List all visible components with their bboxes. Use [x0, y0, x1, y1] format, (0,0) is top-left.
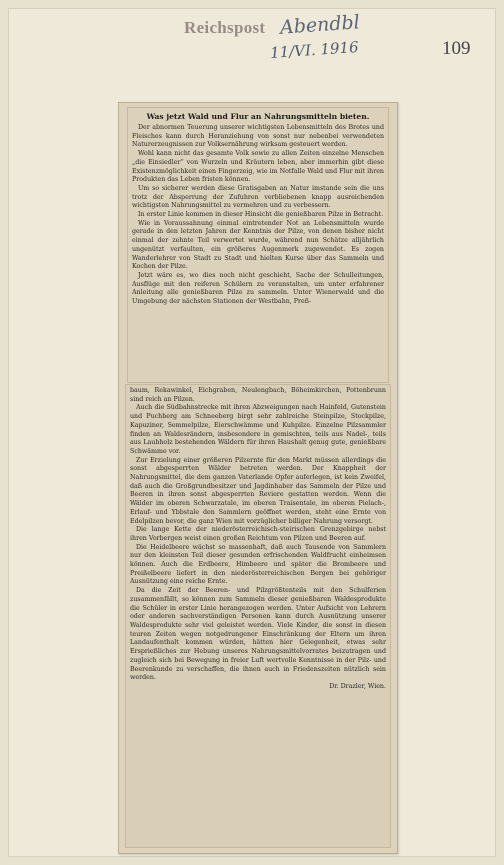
- clipping-bottom-section: [125, 384, 391, 848]
- article-paragraph: Wie in Voraussahnung einmal eintretender Not an Lebensmitteln wurde gerade in den letzten Jahren der Kenntnis der Pilze, von denen bisher nicht einmal der zehnte Teil verwertet wurde, während nun Schätze alljährlich ungenützt verfaulten, ein größeres Augenmerk zugewendet. Es zogen Wanderlehrer von Stadt zu Stadt und hielten Kurse über das Sammeln und Kochen der Pilze.: [132, 219, 384, 271]
- article-paragraph: In erster Linie kommen in dieser Hinsicht die genießbaren Pilze in Betracht.: [138, 211, 384, 219]
- handwritten-publication: Abendbl: [279, 11, 361, 39]
- article-author-line: [130, 683, 386, 692]
- article-paragraph: Wohl kann nicht das gesamte Volk sowie zu allen Zeiten einzelne Menschen „die Einsiedler“ von Wurzeln und Kräutern leben, aber immerhin gibt diese Existenzmöglichkeit einen Fingerzeig, wie im Notfalle Wald und Flur mit ihren Produkten das Leben fristen können.: [132, 150, 384, 184]
- article-headline: Was jetzt Wald und Flur an Nahrungsmitteln bieten.: [146, 112, 370, 121]
- publication-stamp: Reichspost: [184, 18, 266, 37]
- article-paragraph: baum, Rekawinkel, Eichgraben, Neulengbach, Böheimkirchen, Pottenbrunn sind reich an Pilzen.: [130, 387, 386, 403]
- handwritten-date: 11/VI. 1916: [269, 37, 360, 63]
- article-paragraph: Jetzt wäre es, wo dies noch nicht geschieht, Sache der Schulleitungen, Ausflüge mit den reiferen Schülern zu veranstalten, um unter erfahrener Anleitung alle genießbaren Pilze zu sammeln. Unter Wienerwald und die Umgebung der nächsten Stationen der Westbahn, Preß-: [132, 271, 384, 306]
- page-number: 109: [442, 38, 471, 59]
- article-paragraph: Um so sicherer werden diese Gratisgaben an Natur imstande sein die uns trotz der Absperrung der Zufuhren verbliebenen knapp ausreichenden wichtigsten Nahrungsmittel zu vermehren und zu verbessern.: [132, 184, 384, 210]
- article-paragraph: Die Heidelbeere wächst so massenhaft, daß auch Tausende von Sammlern nur den kleinsten Teil dieser gesunden erfrischenden Waldfrucht einheimsen können. Auch die Erdbeere, Himbeere und später die Brombeere und Preißelbeere liefert in den niederösterreichischen Bergen bei gehöriger Ausnützung eine reiche Ernte.: [130, 543, 386, 586]
- article-paragraph: Die lange Kette der niederösterreichisch-steirischen Grenzgebirge nebst ihren Vorbergen weist einen großen Reichtum von Pilzen und Beeren auf.: [130, 526, 386, 542]
- clipping-top-section: [127, 107, 389, 383]
- article-paragraph: Zur Erzielung einer größeren Pilzernte für den Markt müssen allerdings die sonst abgesperrten Wälder betreten werden. Der Knappheit der Nahrungsmittel, die dem ganzen Vaterlande Opfer auferlegen, ist kein Zweifel, daß auch die Großgrundbesitzer und Jagdinhaber das Sammeln der Pilze und Beeren in ihren sonst abgesperrten Reviere gestatten werden. Wenn die Wälder im oberen Schwarzatale, im oberen Traisentale, im oberen Pielach-, Erlauf- und Ybbstale den Sammlern geöffnet werden, steht eine Ernte von Edelpilzen bevor, die ganz Wien mit vorzüglicher billiger Nahrung versorgt.: [130, 456, 386, 525]
- article-paragraph: Da die Zeit der Beeren- und Pilzgrößtenteils mit den Schulferien zusammenfällt, so können zum Sammeln dieser genießbaren Waldesprodukte die Schüler in erster Linie herangezogen werden. Unter Aufsicht von Lehrern oder anderen sachverständigen Personen kann durch Ausnützung unserer Waldesprodukte sehr viel geleistet werden. Viele Kinder, die sonst in diesen teuren Zeiten wegen notgedrungener Einschränkung der Eltern um ihren Landaufenthalt kommen würden, hätten hier Gelegenheit, etwas sehr Ersprießliches zur Hebung unseres Nahrungsmittelvorrates beizutragen und zugleich sich bei Bewegung in freier Luft wertvolle Kenntnisse in der Pilz- und Beerenkunde zu verschaffen, die ihnen auch in Friedenszeiten nützlich sein werden.: [130, 587, 386, 682]
- newspaper-clipping: [118, 102, 398, 854]
- article-paragraph: Auch die Südbahnstrecke mit ihren Abzweigungen nach Hainfeld, Gutenstein und Puchberg am Schneeberg birgt sehr zahlreiche Steinpilze, Stockpilze, Kapuziner, Semmelpilze, Eierschwämme und Kuhpilze. Einzelne Pilzsammler finden an Waldesrändern, insbesondere in gemischten, teils aus Nadel-, teils aus Laubholz bestehenden Wäldern für ihren Haushalt genug gute, genießbare Schwämme vor.: [130, 404, 386, 455]
- article-author: Dr. Drazler, Wien.: [329, 682, 386, 690]
- scrapbook-page: [8, 8, 496, 857]
- article-paragraph: Der abnormen Teuerung unserer wichtigsten Lebensmitteln des Brotes und Fleisches kann durch Heranziehung von sonst nur nebenbei verwendeten Naturerzeugnissen zur Volksernährung wirksam gesteuert werden.: [132, 124, 384, 149]
